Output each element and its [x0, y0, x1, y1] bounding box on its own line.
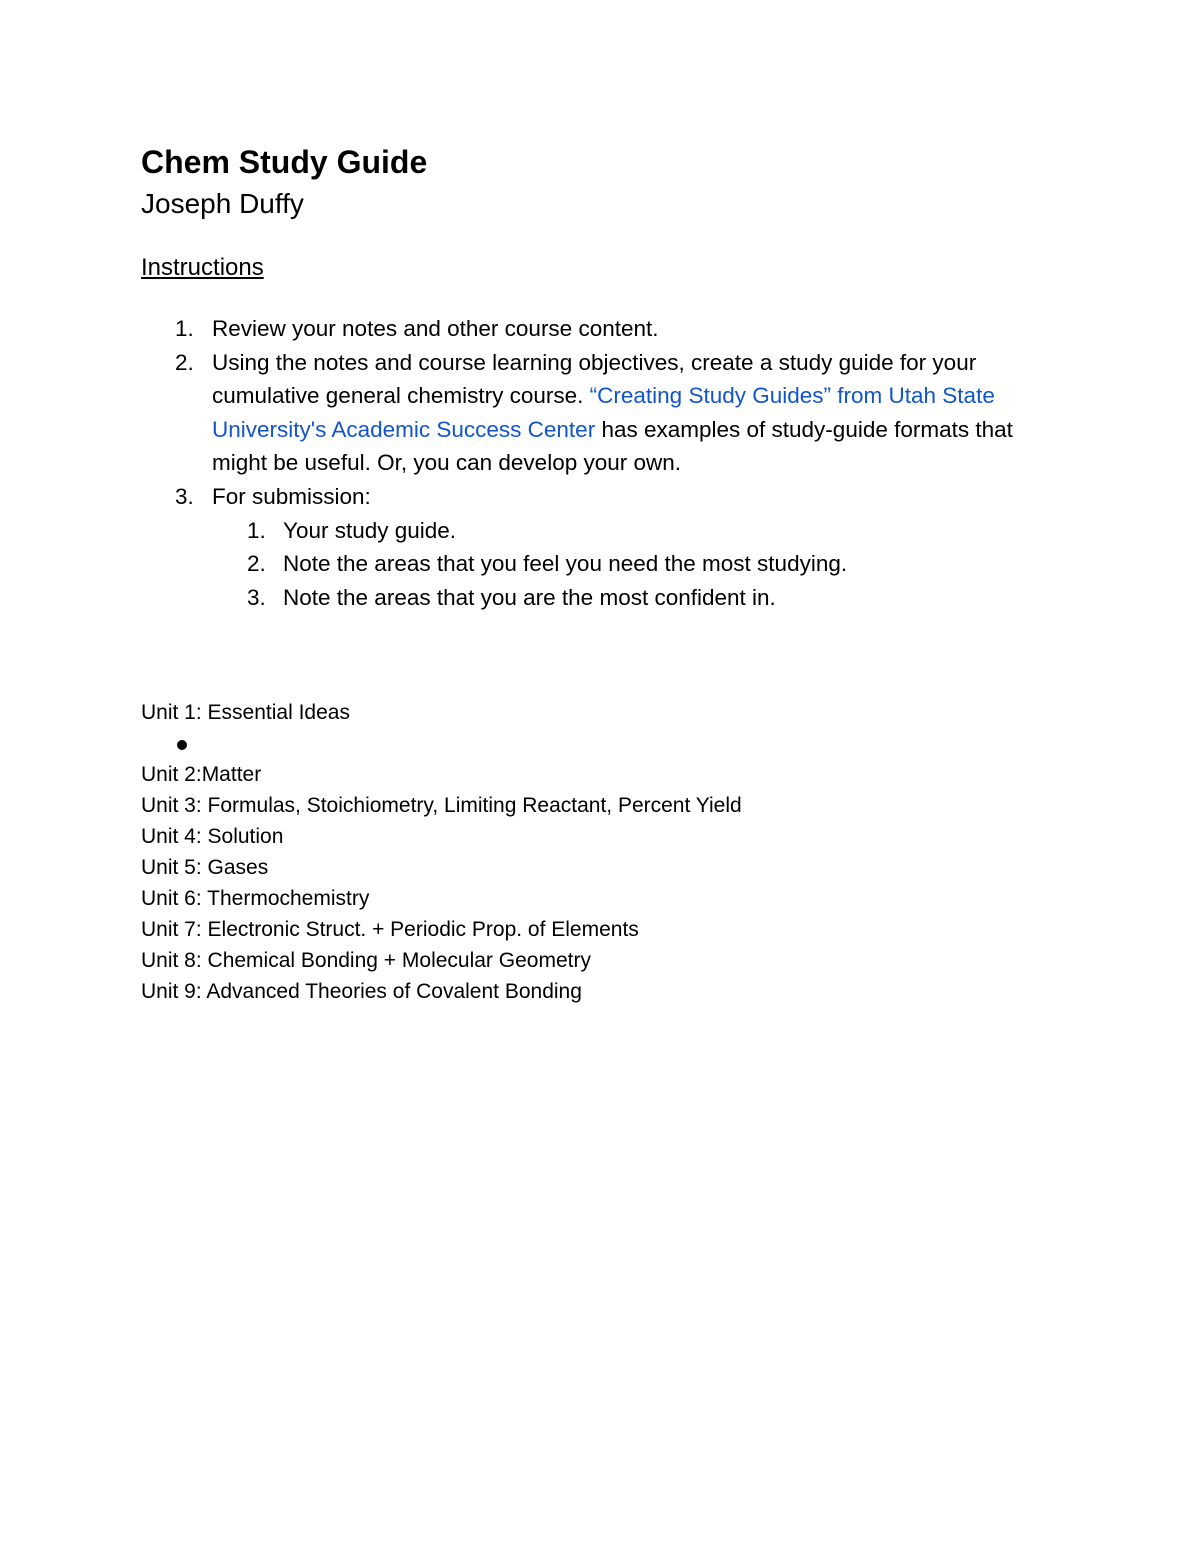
unit-line: Unit 7: Electronic Struct. + Periodic Prop. of Elements	[141, 918, 639, 941]
units-list	[141, 697, 742, 1007]
empty-bullet-item	[141, 728, 742, 759]
instruction-item	[141, 480, 1041, 614]
unit-line: Unit 8: Chemical Bonding + Molecular Geometry	[141, 949, 591, 972]
list-number: 1.	[175, 316, 194, 341]
instruction-text: has examples of study-guide formats that might be useful. Or, you can develop your own.	[212, 416, 1013, 476]
sub-item-text: Note the areas that you are the most confident in.	[283, 584, 776, 610]
author-name: Joseph Duffy	[141, 188, 304, 219]
unit-line: Unit 3: Formulas, Stoichiometry, Limiting Reactant, Percent Yield	[141, 794, 742, 817]
instruction-text: Using the notes and course learning objectives, create a study guide for your cumulative general chemistry course.	[212, 349, 977, 409]
submission-sublist	[212, 514, 1041, 615]
study-guides-link[interactable]: “Creating Study Guides” from Utah State University's Academic Success Center	[212, 383, 995, 442]
list-number: 2.	[175, 349, 194, 375]
unit-line: Unit 6: Thermochemistry	[141, 887, 370, 910]
bullet-icon	[177, 740, 187, 750]
document-page	[141, 140, 1041, 614]
sub-item-text: Note the areas that you feel you need the most studying.	[283, 551, 848, 577]
instruction-text: For submission:	[212, 483, 371, 509]
list-number: 3.	[247, 584, 266, 610]
sub-list-item	[212, 514, 1041, 548]
list-number: 1.	[247, 517, 266, 543]
unit-line: Unit 2:Matter	[141, 763, 262, 786]
list-number: 3.	[175, 483, 194, 509]
sub-list-item	[212, 581, 1041, 615]
document-title: Chem Study Guide	[141, 144, 428, 180]
sub-item-text: Your study guide.	[283, 517, 457, 543]
instructions-heading: Instructions	[141, 254, 264, 281]
instruction-item	[141, 312, 1041, 346]
instruction-item	[141, 346, 1041, 480]
unit-line: Unit 4: Solution	[141, 825, 284, 848]
instructions-list	[141, 312, 1041, 614]
unit-line: Unit 5: Gases	[141, 856, 269, 879]
unit-line: Unit 1: Essential Ideas	[141, 701, 350, 724]
list-number: 2.	[247, 551, 266, 577]
instruction-text: Review your notes and other course content.	[212, 316, 659, 341]
sub-list-item	[212, 547, 1041, 581]
unit-line: Unit 9: Advanced Theories of Covalent Bonding	[141, 980, 582, 1003]
